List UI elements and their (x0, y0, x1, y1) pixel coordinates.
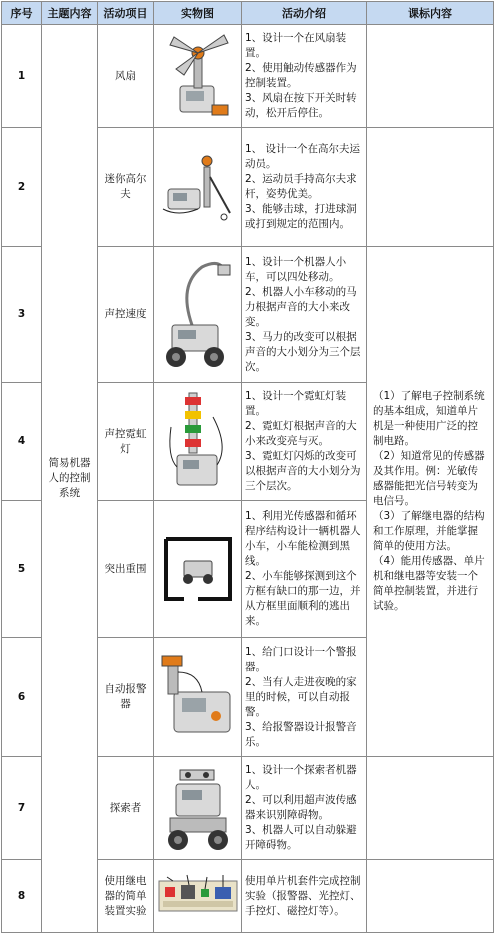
robot-neon-image (154, 383, 242, 501)
header-no: 序号 (2, 2, 42, 25)
standards-cell (367, 247, 494, 757)
intro-line: 2、霓虹灯根据声音的大小来改变亮与灭。 (245, 420, 357, 447)
header-theme: 主题内容 (42, 2, 98, 25)
row-number: 6 (2, 638, 42, 757)
standard-empty (367, 860, 494, 933)
intro-line: 2、运动员手持高尔夫求杆，姿势优美。 (245, 173, 357, 200)
row-number: 7 (2, 757, 42, 860)
activity-intro (242, 638, 367, 757)
activity-name: 声控速度 (98, 247, 154, 383)
intro-line: 3、霓虹灯闪烁的改变可以根据声音的大小划分为三个层次。 (245, 450, 361, 492)
standard-empty (367, 128, 494, 247)
intro-line: 3、马力的改变可以根据声音的大小划分为三个层次。 (245, 330, 361, 373)
header-activity: 活动项目 (98, 2, 154, 25)
intro-line: 2、使用触动传感器作为控制装置。 (245, 62, 357, 89)
row-number: 5 (2, 501, 42, 638)
intro-line: 使用单片机套件完成控制实验（报警器、光控灯、手控灯、磁控灯等）。 (245, 874, 361, 917)
header-standard: 课标内容 (367, 2, 494, 25)
intro-line: 1、设计一个在风扇装置。 (245, 32, 347, 59)
activity-intro (242, 128, 367, 247)
intro-line: 1、设计一个探索者机器人。 (245, 764, 357, 791)
row-number: 8 (2, 860, 42, 933)
row-number: 4 (2, 383, 42, 501)
theme-cell: 简易机器人的控制系统 (42, 25, 98, 933)
robot-explorer-image (154, 757, 242, 860)
robot-alarm-image (154, 638, 242, 757)
curriculum-table (1, 1, 494, 933)
activity-name: 使用继电器的简单装置实验 (98, 860, 154, 933)
intro-line: 2、小车能够探测到这个方框有缺口的那一边，并从方框里面顺利的逃出来。 (245, 570, 361, 627)
robot-maze-image (154, 501, 242, 638)
intro-line: 1、 设计一个在高尔夫运动员。 (245, 143, 361, 170)
standard-item: （4）能用传感器、单片机和继电器等安装一个简单控制装置，并进行试验。 (373, 555, 485, 612)
row-number: 1 (2, 25, 42, 128)
standard-item: （3）了解继电器的结构和工作原理，并能掌握简单的使用方法。 (373, 510, 485, 552)
robot-sound-car-image (154, 247, 242, 383)
activity-intro (242, 757, 367, 860)
standard-item: （2）知道常见的传感器及其作用。例：光敏传感器能把光信号转变为电信号。 (373, 450, 485, 507)
intro-line: 2、当有人走进夜晚的家里的时候，可以自动报警。 (245, 675, 357, 718)
robot-golf-image (154, 128, 242, 247)
row-number: 3 (2, 247, 42, 383)
intro-line: 1、设计一个霓虹灯装置。 (245, 390, 347, 417)
intro-line: 3、机器人可以自动躲避开障碍物。 (245, 824, 357, 851)
intro-line: 1、给门口设计一个警报器。 (245, 645, 357, 673)
intro-line: 3、能够击球，打进球洞或打到规定的范围内。 (245, 203, 357, 230)
row-number: 2 (2, 128, 42, 247)
intro-line: 2、可以利用超声波传感器来识别障碍物。 (245, 794, 357, 821)
standard-item: （1）了解电子控制系统的基本组成，知道单片机是一种使用广泛的控制电路。 (373, 390, 485, 447)
standard-empty (367, 757, 494, 860)
relay-board-image (154, 860, 242, 933)
robot-fan-image (154, 25, 242, 128)
intro-line: 3、给报警器设计报警音乐。 (245, 720, 357, 748)
table-row (2, 25, 494, 128)
header-image: 实物图 (154, 2, 242, 25)
standard-empty (367, 25, 494, 128)
intro-line: 1、利用光传感器和循环程序结构设计一辆机器人小车，小车能检测到黑线。 (245, 510, 361, 567)
activity-name: 自动报警器 (98, 638, 154, 757)
activity-name: 探索者 (98, 757, 154, 860)
activity-intro (242, 860, 367, 933)
activity-name: 风扇 (98, 25, 154, 128)
activity-name: 迷你高尔夫 (98, 128, 154, 247)
activity-name: 声控霓虹灯 (98, 383, 154, 501)
activity-name: 突出重围 (98, 501, 154, 638)
header-intro: 活动介绍 (242, 2, 367, 25)
intro-line: 3、风扇在按下开关时转动，松开后停住。 (245, 92, 357, 119)
intro-line: 2、机器人小车移动的马力根据声音的大小来改变。 (245, 285, 357, 328)
intro-line: 1、设计一个机器人小车，可以四处移动。 (245, 255, 347, 283)
activity-intro (242, 383, 367, 501)
activity-intro (242, 247, 367, 383)
activity-intro (242, 25, 367, 128)
header-row (2, 2, 494, 25)
activity-intro (242, 501, 367, 638)
